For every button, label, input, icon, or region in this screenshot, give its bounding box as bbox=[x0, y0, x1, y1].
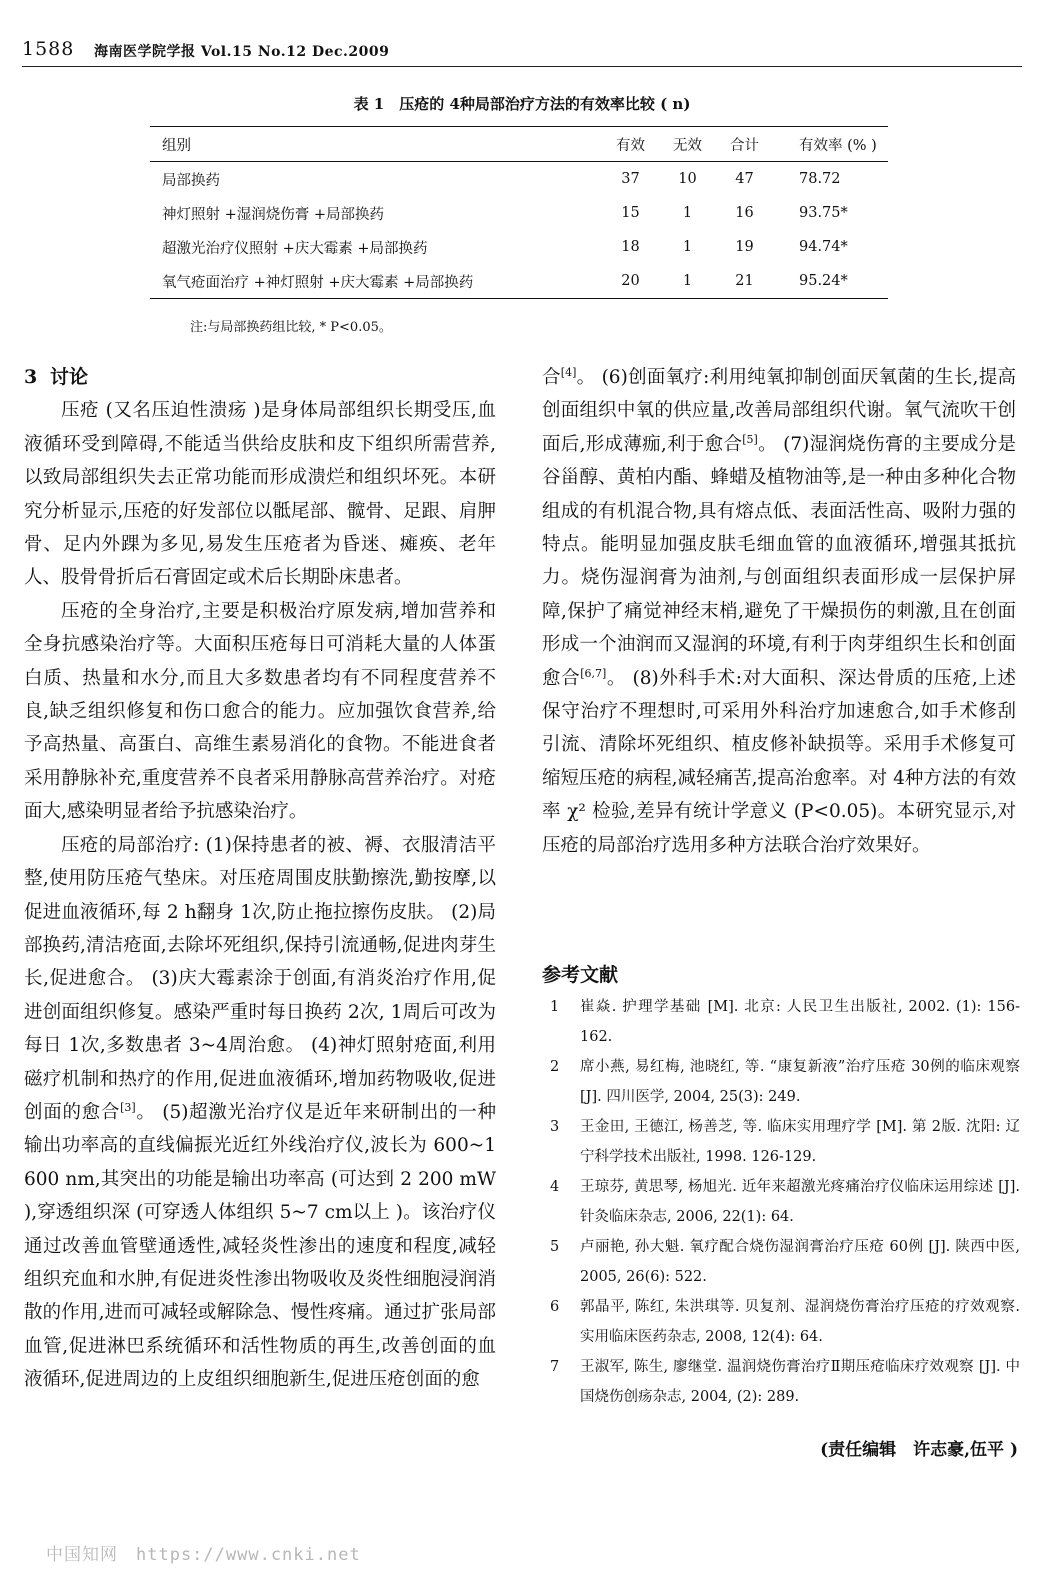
reference-item bbox=[550, 1232, 1020, 1292]
table-row bbox=[150, 230, 888, 264]
reference-number: 7 bbox=[550, 1359, 560, 1375]
section-title: 讨论 bbox=[50, 366, 89, 388]
table-caption: 表 1 压疮的 4种局部治疗方法的有效率比较 ( n) bbox=[353, 95, 691, 113]
table-cell: 93.75* bbox=[799, 205, 848, 221]
reference-text: 郭晶平, 陈红, 朱洪琪等. 贝复剂、湿润烧伤膏治疗压疮的疗效观察. 实用临床医药杂志, 2008, 12(4): 64. bbox=[580, 1299, 1020, 1345]
table-cell: 神灯照射 +湿润烧伤膏 +局部换药 bbox=[162, 206, 385, 223]
table-cell: 47 bbox=[735, 171, 754, 187]
col-header-total: 合计 bbox=[716, 127, 773, 162]
table-cell: 37 bbox=[621, 171, 640, 187]
journal-citation: 海南医学院学报 Vol.15 No.12 Dec.2009 bbox=[94, 44, 390, 60]
reference-item bbox=[550, 1352, 1020, 1412]
reference-text: 王淑军, 陈生, 廖继堂. 温润烧伤膏治疗Ⅱ期压疮临床疗效观察 [J]. 中国烧伤创疡杂志, 2004, (2): 289. bbox=[580, 1359, 1020, 1405]
table-cell: 16 bbox=[735, 205, 754, 221]
reference-number: 2 bbox=[550, 1059, 560, 1075]
table-header-row bbox=[150, 127, 888, 162]
cnki-watermark: 中国知网 https://www.cnki.net bbox=[46, 1545, 361, 1565]
table-cell: 78.72 bbox=[799, 171, 841, 187]
table-cell: 氧气疮面治疗 +神灯照射 +庆大霉素 +局部换药 bbox=[150, 264, 602, 299]
efficacy-table bbox=[150, 126, 888, 299]
table-cell: 94.74* bbox=[799, 239, 848, 255]
citation: [3] bbox=[120, 1100, 136, 1114]
col-header-effective: 有效 bbox=[602, 127, 659, 162]
responsible-editor: (责任编辑 许志豪,伍平 ) bbox=[820, 1440, 1018, 1460]
section-number: 3 bbox=[24, 366, 38, 388]
table-cell: 超激光治疗仪照射 +庆大霉素 +局部换药 bbox=[162, 240, 428, 257]
reference-item bbox=[550, 992, 1020, 1052]
col-header-ineffective: 无效 bbox=[659, 127, 716, 162]
citation: [4] bbox=[560, 365, 577, 379]
reference-number: 5 bbox=[550, 1239, 560, 1255]
table-cell: 18 bbox=[621, 239, 640, 255]
right-column bbox=[542, 361, 1016, 862]
reference-list bbox=[550, 992, 1020, 1412]
table-cell: 20 bbox=[602, 264, 659, 299]
table-row bbox=[150, 196, 888, 230]
body-paragraph bbox=[24, 829, 496, 1397]
references-heading: 参考文献 bbox=[542, 964, 619, 986]
reference-item bbox=[550, 1172, 1020, 1232]
reference-number: 1 bbox=[550, 999, 560, 1015]
body-text: 。 (8)外科手术:对大面积、深达骨质的压疮,上述保守治疗不理想时,可采用外科治疗加速愈合,如手术修刮引流、清除坏死组织、植皮修补缺损等。采用手术修复可缩短压疮的病程,减轻痛苦,提高治愈率。对 4种方法的有效率 χ² 检验,差异有统计学意义 (P<0.05)。本研究显示,对压疮的局部治疗选用多种方法联合治疗效果好。 bbox=[542, 667, 1016, 856]
reference-item bbox=[550, 1052, 1020, 1112]
header-rule bbox=[22, 66, 1022, 67]
body-paragraph: 压疮 (又名压迫性溃疡 )是身体局部组织长期受压,血液循环受到障碍,不能适当供给皮肤和皮下组织所需营养,以致局部组织失去正常功能而形成溃烂和组织坏死。本研究分析显示,压疮的好发部位以骶尾部、髋骨、足跟、肩胛骨、足内外踝为多见,易发生压疮者为昏迷、瘫痪、老年人、股骨骨折后石膏固定或术后长期卧床患者。 bbox=[24, 400, 496, 589]
table-row bbox=[150, 264, 888, 299]
reference-item bbox=[550, 1292, 1020, 1352]
left-column bbox=[24, 361, 496, 1397]
table-cell: 21 bbox=[716, 264, 773, 299]
body-text: 。 (7)湿润烧伤膏的主要成分是谷甾醇、黄柏内酯、蜂蜡及植物油等,是一种由多种化合物组成的有机混合物,具有熔点低、表面活性高、吸附力强的特点。能明显加强皮肤毛细血管的血液循环,增强其抵抗力。烧伤湿润膏为油剂,与创面组织表面形成一层保护屏障,保护了痛觉神经末梢,避免了干燥损伤的刺激,且在创面形成一个油润而又湿润的环境,有利于肉芽组织生长和创面愈合 bbox=[542, 433, 1016, 689]
col-header-rate: 有效率 (% ) bbox=[773, 127, 888, 162]
reference-number: 6 bbox=[550, 1299, 560, 1315]
table-cell: 1 bbox=[659, 264, 716, 299]
body-text: 合 bbox=[542, 367, 561, 388]
table-cell: 1 bbox=[682, 205, 693, 221]
running-header bbox=[22, 38, 1022, 68]
reference-number: 3 bbox=[550, 1119, 560, 1135]
table-cell: 19 bbox=[735, 239, 754, 255]
citation: [6,7] bbox=[580, 666, 607, 680]
table-note: 注:与局部换药组比较, * P<0.05。 bbox=[190, 320, 392, 335]
reference-text: 崔焱. 护理学基础 [M]. 北京: 人民卫生出版社, 2002. (1): 156-162. bbox=[580, 999, 1020, 1045]
table-cell: 10 bbox=[678, 171, 697, 187]
reference-text: 王琼芬, 黄思琴, 杨旭光. 近年来超激光疼痛治疗仪临床运用综述 [J]. 针灸临床杂志, 2006, 22(1): 64. bbox=[580, 1179, 1020, 1225]
body-text: 。 (6)创面氧疗:利用纯氧抑制创面厌氧菌的生长,提高创面组织中氧的供应量,改善局部组织代谢。氧气流吹干创面后,形成薄痂,利于愈合 bbox=[542, 367, 1016, 455]
body-paragraph bbox=[542, 361, 1016, 862]
reference-text: 卢丽艳, 孙大魁. 氧疗配合烧伤湿润膏治疗压疮 60例 [J]. 陕西中医, 2005, 26(6): 522. bbox=[580, 1239, 1020, 1285]
section-heading bbox=[24, 361, 496, 394]
body-paragraph: 压疮的全身治疗,主要是积极治疗原发病,增加营养和全身抗感染治疗等。大面积压疮每日可消耗大量的人体蛋白质、热量和水分,而且大多数患者均有不同程度营养不良,缺乏组织修复和伤口愈合的能力。应加强饮食营养,给予高热量、高蛋白、高维生素易消化的食物。不能进食者采用静脉补充,重度营养不良者采用静脉高营养治疗。对疮面大,感染明显者给予抗感染治疗。 bbox=[24, 600, 496, 823]
table-cell: 95.24* bbox=[773, 264, 888, 299]
reference-text: 席小燕, 易红梅, 池晓红, 等. “康复新液”治疗压疮 30例的临床观察 [J]. 四川医学, 2004, 25(3): 249. bbox=[580, 1059, 1020, 1105]
body-text: 。 (5)超激光治疗仪是近年来研制出的一种输出功率高的直线偏振光近红外线治疗仪,波长为 600~1 600 nm,其突出的功能是输出功率高 (可达到 2 200 mW ),穿透组织深 (可穿透人体组织 5~7 cm以上 )。该治疗仪通过改善血管壁通透性,减轻炎性渗出的速度和程度,减轻组织充血和水肿,有促进炎性渗出物吸收及炎性细胞浸润消散的作用,进而可减轻或解除急、慢性疼痛。通过扩张局部血管,促进淋巴系统循环和活性物质的再生,改善创面的血液循环,促进周边的上皮组织细胞新生,促进压疮创面的愈 bbox=[24, 1101, 496, 1391]
table-cell: 1 bbox=[682, 239, 693, 255]
table-cell: 局部换药 bbox=[162, 172, 220, 189]
reference-number: 4 bbox=[550, 1179, 560, 1195]
page-number: 1588 bbox=[22, 38, 75, 60]
body-text: 压疮的局部治疗: (1)保持患者的被、褥、衣服清洁平整,使用防压疮气垫床。对压疮周围皮肤勤擦洗,勤按摩,以促进血液循环,每 2 h翻身 1次,防止拖拉擦伤皮肤。 (2)局部换药,清洁疮面,去除坏死组织,保持引流通畅,促进肉芽生长,促进愈合。 (3)庆大霉素涂于创面,有消炎治疗作用,促进创面组织修复。感染严重时每日换药 2次, 1周后可改为每日 1次,多数患者 3~4周治愈。 (4)神灯照射疮面,利用磁疗机制和热疗的作用,促进血液循环,增加药物吸收,促进创面的愈合 bbox=[24, 834, 496, 1123]
citation: [5] bbox=[742, 432, 758, 446]
reference-item bbox=[550, 1112, 1020, 1172]
col-header-group: 组别 bbox=[150, 127, 602, 162]
reference-text: 王金田, 王德江, 杨善芝, 等. 临床实用理疗学 [M]. 第 2版. 沈阳: 辽宁科学技术出版社, 1998. 126-129. bbox=[580, 1119, 1020, 1165]
table-row bbox=[150, 162, 888, 197]
table-cell: 15 bbox=[621, 205, 640, 221]
